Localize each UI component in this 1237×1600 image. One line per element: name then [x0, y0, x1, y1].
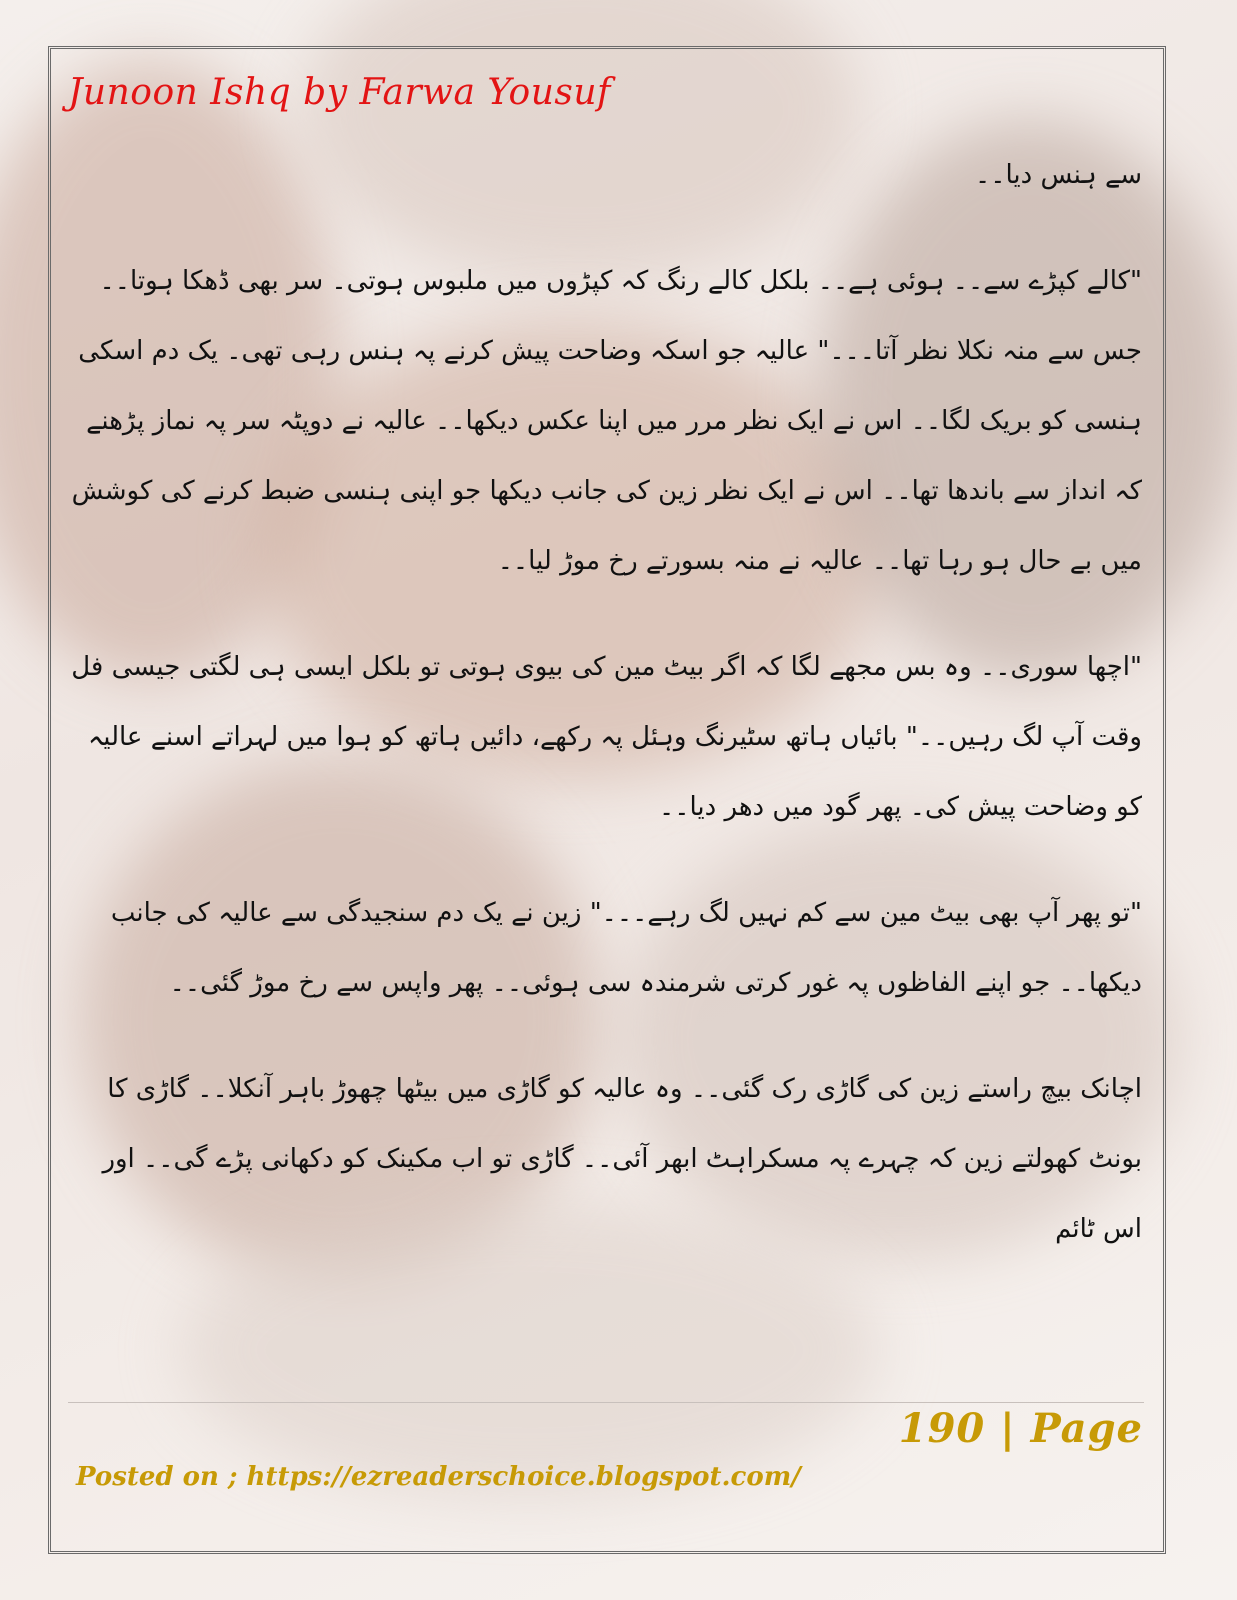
book-title: Junoon Ishq by Farwa Yousuf — [68, 72, 611, 113]
footer-divider — [68, 1402, 1144, 1403]
paragraph: اچانک بیچ راستے زین کی گاڑی رک گئی۔۔ وہ عالیہ کو گاڑی میں بیٹھا چھوڑ باہر آنکلا۔۔ گاڑی کا بونٹ کھولتے زین کہ چہرے پہ مسکراہٹ ابھر آئی۔۔ گاڑی تو اب مکینک کو دکھانی پڑے گی۔۔ اور اس ٹائم — [102, 1074, 1142, 1244]
paragraph: "اچھا سوری۔۔ وہ بس مجھے لگا کہ اگر بیٹ مین کی بیوی ہوتی تو بلکل ایسی ہی لگتی جیسی فل وقت آپ لگ رہیں۔۔" بائیاں ہاتھ سٹیرنگ وہئل پہ رکھے، دائیں ہاتھ کو ہوا میں لہراتے اسنے عالیہ کو وضاحت پیش کی۔ پھر گود میں دھر دیا۔۔ — [71, 652, 1142, 822]
posted-on-link[interactable]: Posted on ; https://ezreaderschoice.blogspot.com/ — [76, 1462, 801, 1492]
page-number: 190 | Page — [898, 1405, 1143, 1452]
story-text — [70, 140, 1142, 1390]
paragraph: "تو پھر آپ بھی بیٹ مین سے کم نہیں لگ رہے۔۔۔" زین نے یک دم سنجیدگی سے عالیہ کی جانب دیکھا۔۔ جو اپنے الفاظوں پہ غور کرتی شرمندہ سی ہوئی۔۔ پھر واپس سے رخ موڑ گئی۔۔ — [110, 898, 1142, 998]
paragraph: "کالے کپڑے سے۔۔ ہوئی ہے۔۔ بلکل کالے رنگ کہ کپڑوں میں ملبوس ہوتی۔ سر بھی ڈھکا ہوتا۔۔ جس سے منہ نکلا نظر آتا۔۔۔" عالیہ جو اسکہ وضاحت پیش کرنے پہ ہنس رہی تھی۔ یک دم اسکی ہنسی کو بریک لگا۔۔ اس نے ایک نظر مرر میں اپنا عکس دیکھا۔۔ عالیہ نے دوپٹہ سر پہ نماز پڑھنے کہ انداز سے باندھا تھا۔۔ اس نے ایک نظر زین کی جانب دیکھا جو اپنی ہنسی ضبط کرنے کی کوشش میں بے حال ہو رہا تھا۔۔ عالیہ نے منہ بسورتے رخ موڑ لیا۔۔ — [71, 266, 1142, 576]
paragraph: سے ہنس دیا۔۔ — [975, 160, 1142, 190]
